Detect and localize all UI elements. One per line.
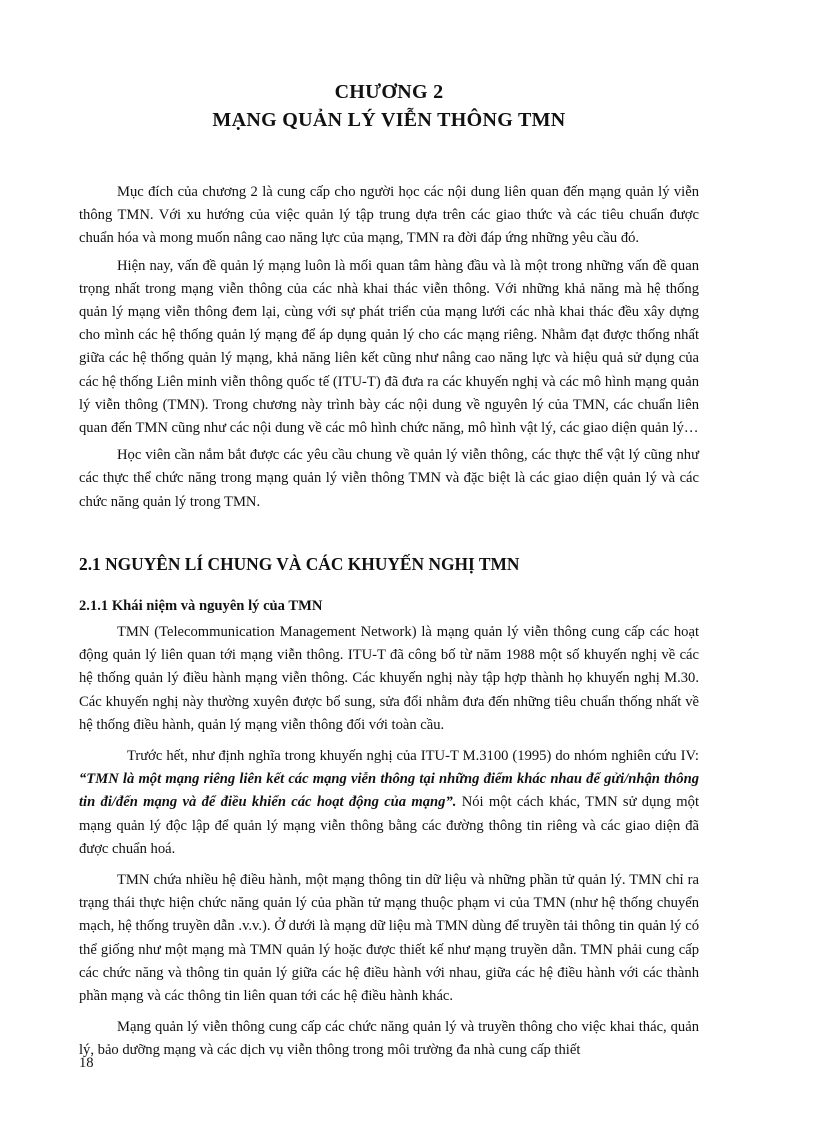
chapter-header xyxy=(79,78,699,134)
definition-followup: Nói một cách khác, TMN sử dụng một mạng quản lý độc lập để quản lý mạng viễn thông bằng các đường thông tin riêng và các giao diện đã được chuẩn hoá. xyxy=(79,794,699,857)
section-heading: 2.1 NGUYÊN LÍ CHUNG VÀ CÁC KHUYẾN NGHỊ TMN xyxy=(79,554,520,574)
definition-quote: “TMN là một mạng riêng liên kết các mạng viễn thông tại những điểm khác nhau để gửi/nhận thông tin đi/đến mạng và để điều khiển các hoạt động của mạng”. xyxy=(79,771,699,811)
body-paragraph: TMN chứa nhiều hệ điều hành, một mạng thông tin dữ liệu và những phần tử quản lý. TMN chỉ ra trạng thái thực hiện chức năng quản lý của phần tử mạng thuộc phạm vi của TMN (như hệ thống chuyển mạch, hệ thống truyền dẫn .v.v.). Ở dưới là mạng dữ liệu mà TMN dùng để truyền tải thông tin quản lý có thể giống như một mạng mà TMN quản lý hoặc được thiết kế như mạng truyền dẫn. TMN phải cung cấp các chức năng và thông tin quản lý giữa các hệ điều hành với nhau, giữa các hệ điều hành với các thành phần mạng và các thông tin liên quan tới các hệ điều hành khác. xyxy=(79,872,699,1005)
intro-paragraph: Học viên cần nắm bắt được các yêu cầu chung về quản lý viễn thông, các thực thể vật lý cũng như các thực thể chức năng trong mạng quản lý viễn thông TMN và đặc biệt là các giao diện quản lý và các chức năng quản lý trong TMN. xyxy=(79,447,699,510)
chapter-title: MẠNG QUẢN LÝ VIỄN THÔNG TMN xyxy=(212,109,566,131)
intro-section xyxy=(79,181,699,514)
body-paragraph: Mạng quản lý viễn thông cung cấp các chức năng quản lý và truyền thông cho việc khai thác, quản lý, bảo dưỡng mạng và các dịch vụ viễn thông trong môi trường đa nhà cung cấp thiết xyxy=(79,1019,699,1059)
definition-intro: Trước hết, như định nghĩa trong khuyến nghị của ITU-T M.3100 (1995) do nhóm nghiên cứu IV: xyxy=(127,748,699,765)
body-paragraph: TMN (Telecommunication Management Network) là mạng quản lý viễn thông cung cấp các hoạt động quản lý liên quan tới mạng viễn thông. ITU-T đã công bố từ năm 1988 một số khuyến nghị về các hệ thống quản lý điều hành mạng viễn thông. Các khuyến nghị này tập hợp thành họ khuyến nghị M.30. Các khuyến nghị này thường xuyên được bổ sung, sửa đổi nhằm đưa đến những tiêu chuẩn thống nhất về hệ thống điều hành, quản lý mạng viễn thông đối với toàn cầu. xyxy=(79,624,699,733)
subsection-heading: 2.1.1 Khái niệm và nguyên lý của TMN xyxy=(79,598,323,614)
intro-paragraph: Hiện nay, vấn đề quản lý mạng luôn là mối quan tâm hàng đầu và là một trong những vấn đề quan trọng nhất trong mạng viễn thông của các nhà khai thác viễn thông. Với những khả năng mà hệ thống quản lý mạng viễn thông đem lại, cùng với sự phát triển của mạng lưới các nhà khai thác đều xây dựng cho mình các hệ thống quản lý mạng để áp dụng quản lý cho các mạng riêng. Nhằm đạt được thống nhất giữa các hệ thống quản lý mạng, khả năng liên kết cũng như nâng cao năng lực và hiệu quả sử dụng của các hệ thống Liên minh viễn thông quốc tế (ITU-T) đã đưa ra các khuyến nghị và các mô hình mạng quản lý viễn thông (TMN). Trong chương này trình bày các nội dung về nguyên lý của TMN, các chuẩn liên quan đến TMN cũng như các nội dung về các mô hình chức năng, mô hình vật lý, các giao diện quản lý… xyxy=(79,257,699,437)
subsection-body xyxy=(79,621,699,1063)
page-number: 18 xyxy=(79,1055,94,1071)
intro-paragraph: Mục đích của chương 2 là cung cấp cho người học các nội dung liên quan đến mạng quản lý viễn thông TMN. Với xu hướng của việc quản lý tập trung dựa trên các giao thức và các tiêu chuẩn được chuẩn hóa và mong muốn nâng cao năng lực của mạng, TMN ra đời đáp ứng những yêu cầu đó. xyxy=(79,184,699,247)
definition-paragraph xyxy=(79,745,699,861)
chapter-label: CHƯƠNG 2 xyxy=(334,81,444,103)
